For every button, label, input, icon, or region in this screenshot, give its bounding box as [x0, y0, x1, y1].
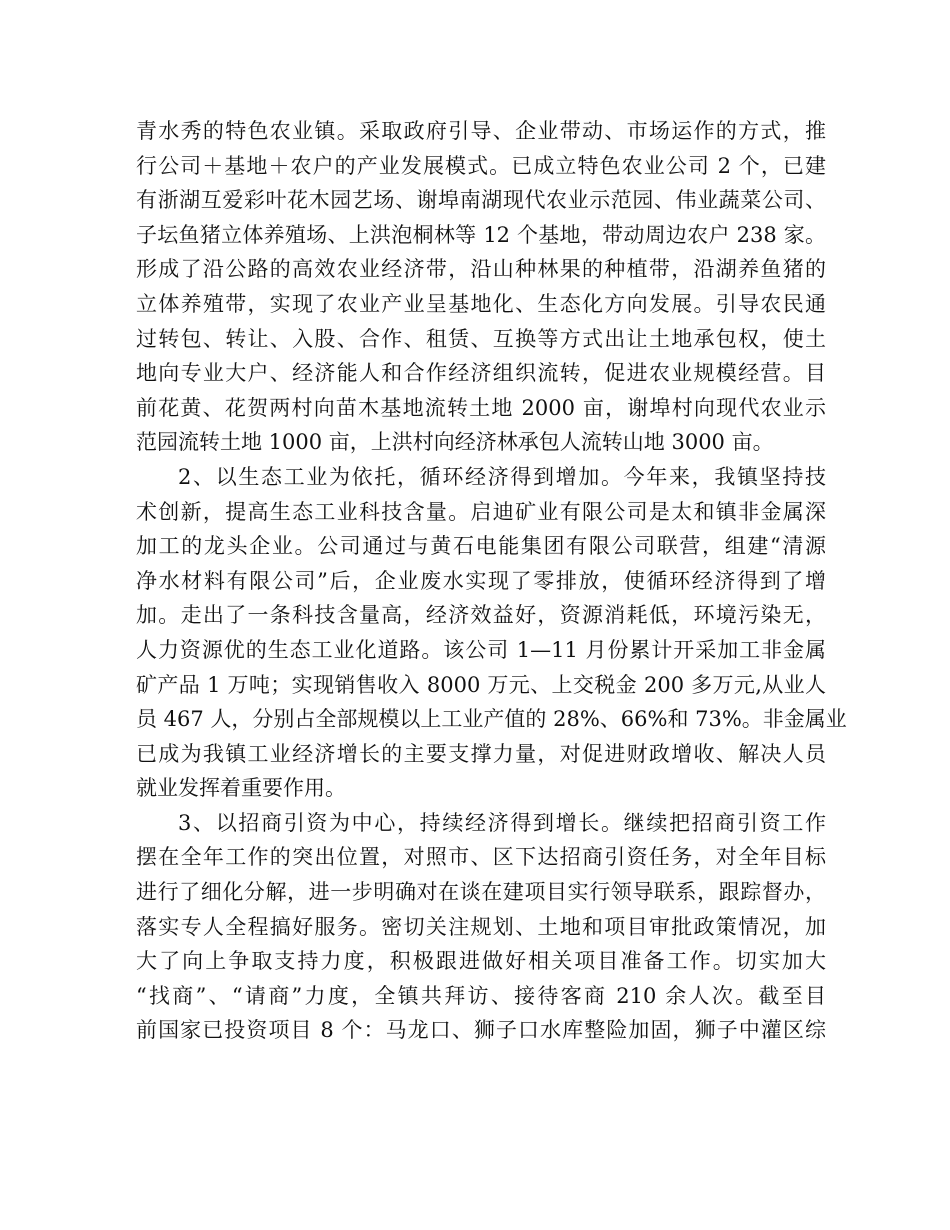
paragraph-1-line-7: 过转包、转让、入股、合作、租赁、互换等方式出让土地承包权，使土	[136, 326, 826, 351]
paragraph-2-line-10: 就业发挥着重要作用。	[136, 776, 346, 801]
paragraph-2-line-2: 术创新，提高生态工业科技含量。启迪矿业有限公司是太和镇非金属深	[136, 499, 826, 524]
paragraph-1-line-2: 行公司＋基地＋农户的产业发展模式。已成立特色农业公司 2 个，已建	[136, 153, 826, 178]
paragraph-2-line-7: 矿产品 1 万吨；实现销售收入 8000 万元、上交税金 200 多万元,从业人	[136, 672, 826, 697]
paragraph-2-line-4: 净水材料有限公司”后，企业废水实现了零排放，使循环经济得到了增	[136, 568, 826, 593]
paragraph-2-line-6: 人力资源优的生态工业化道路。该公司 1—11 月份累计开采加工非金属	[136, 637, 826, 662]
paragraph-1-line-9: 前花黄、花贺两村向苗木基地流转土地 2000 亩，谢埠村向现代农业示	[136, 395, 826, 420]
paragraph-1-line-10: 范园流转土地 1000 亩，上洪村向经济林承包人流转山地 3000 亩。	[136, 430, 774, 455]
paragraph-3-line-5: 大了向上争取支持力度，积极跟进做好相关项目准备工作。切实加大	[136, 949, 826, 974]
paragraph-3-line-7: 前国家已投资项目 8 个：马龙口、狮子口水库整险加固，狮子中灌区综	[136, 1018, 826, 1043]
paragraph-2-line-5: 加。走出了一条科技含量高，经济效益好，资源消耗低，环境污染无，	[136, 603, 826, 628]
paragraph-3-line-2: 摆在全年工作的突出位置，对照市、区下达招商引资任务，对全年目标	[136, 845, 826, 870]
paragraph-2-line-9: 已成为我镇工业经济增长的主要支撑力量，对促进财政增收、解决人员	[136, 741, 826, 766]
paragraph-1-line-6: 立体养殖带，实现了农业产业呈基地化、生态化方向发展。引导农民通	[136, 291, 826, 316]
paragraph-1-line-1: 青水秀的特色农业镇。采取政府引导、企业带动、市场运作的方式，推	[136, 119, 826, 143]
paragraph-3-line-1: 3、以招商引资为中心，持续经济得到增长。继续把招商引资工作	[178, 810, 826, 835]
paragraph-3-line-6: “找商”、“请商”力度，全镇共拜访、接待客商 210 余人次。截至目	[136, 983, 826, 1008]
paragraph-2-line-3: 加工的龙头企业。公司通过与黄石电能集团有限公司联营，组建“清源	[136, 534, 826, 559]
paragraph-3-line-4: 落实专人全程搞好服务。密切关注规划、土地和项目审批政策情况，加	[136, 914, 826, 939]
paragraph-1-line-4: 子坛鱼猪立体养殖场、上洪泡桐林等 12 个基地，带动周边农户 238 家。	[136, 222, 826, 247]
paragraph-1-line-8: 地向专业大户、经济能人和合作经济组织流转，促进农业规模经营。目	[136, 361, 826, 386]
document-body	[136, 114, 847, 1048]
paragraph-2-line-1: 2、以生态工业为依托，循环经济得到增加。今年来，我镇坚持技	[178, 464, 826, 489]
paragraph-3-line-3: 进行了细化分解，进一步明确对在谈在建项目实行领导联系，跟踪督办，	[136, 880, 826, 905]
paragraph-2-line-8: 员 467 人，分别占全部规模以上工业产值的 28%、66%和 73%。非金属业	[136, 707, 847, 732]
paragraph-1-line-3: 有浙湖互爱彩叶花木园艺场、谢埠南湖现代农业示范园、伟业蔬菜公司、	[136, 188, 826, 213]
paragraph-1-line-5: 形成了沿公路的高效农业经济带，沿山种林果的种植带，沿湖养鱼猪的	[136, 257, 826, 282]
